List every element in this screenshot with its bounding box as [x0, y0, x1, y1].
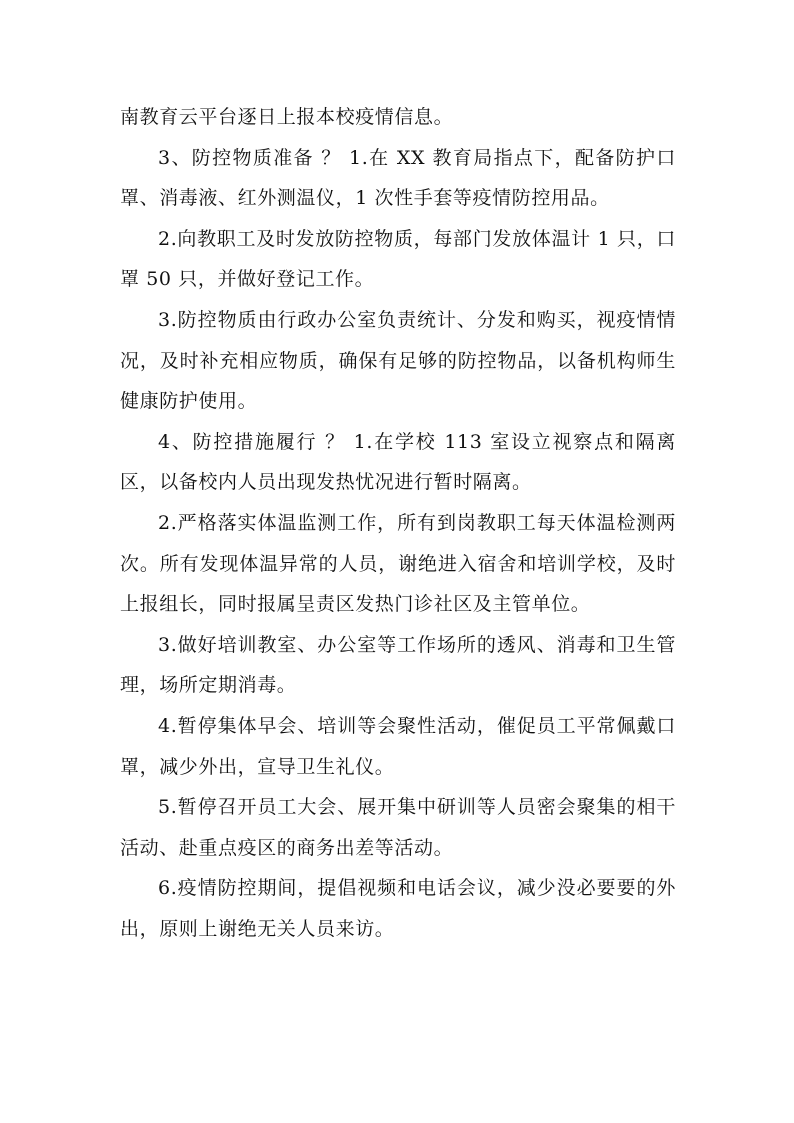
paragraph-supplies-management: 3.防控物质由行政办公室负责统计、分发和购买，视疫情情况，及时补充相应物质，确保有足够的防控物品，以备机构师生健康防护使用。	[120, 308, 676, 413]
paragraph-ventilation-disinfection: 3.做好培训教室、办公室等工作场所的透风、消毒和卫生管理，场所定期消毒。	[120, 633, 676, 697]
paragraph-continuation: 南教育云平台逐日上报本校疫情信息。	[120, 106, 454, 128]
paragraph-suspend-gatherings: 4.暂停集体早会、培训等会聚性活动，催促员工平常佩戴口罩，减少外出，宣导卫生礼仪。	[120, 714, 676, 778]
paragraph-video-conferencing: 6.疫情防控期间，提倡视频和电话会议，减少没必要要的外出，原则上谢绝无关人员来访。	[120, 877, 676, 940]
paragraph-measures-isolation: 4、防控措施履行 ？ 1.在学校 113 室设立视察点和隔离区，以备校内人员出现发热忧况进行暂时隔离。	[120, 430, 676, 494]
document-body	[120, 97, 676, 949]
paragraph-temperature-monitoring: 2.严格落实体温监测工作，所有到岗教职工每天体温检测两次。所有发现体温异常的人员，谢绝进入宿舍和培训学校，及时上报组长，同时报属呈责区发热门诊社区及主管单位。	[120, 511, 676, 616]
paragraph-supplies-preparation: 3、防控物质准备 ？ 1.在 XX 教育局指点下，配备防护口罩、消毒液、红外测温仪，1 次性手套等疫情防控用品。	[120, 146, 676, 210]
paragraph-suspend-meetings: 5.暂停召开员工大会、展开集中研训等人员密会聚集的相干活动、赴重点疫区的商务出差等活动。	[120, 796, 676, 859]
paragraph-supplies-distribution: 2.向教职工及时发放防控物质，每部门发放体温计 1 只，口罩 50 只，并做好登记工作。	[120, 227, 676, 291]
